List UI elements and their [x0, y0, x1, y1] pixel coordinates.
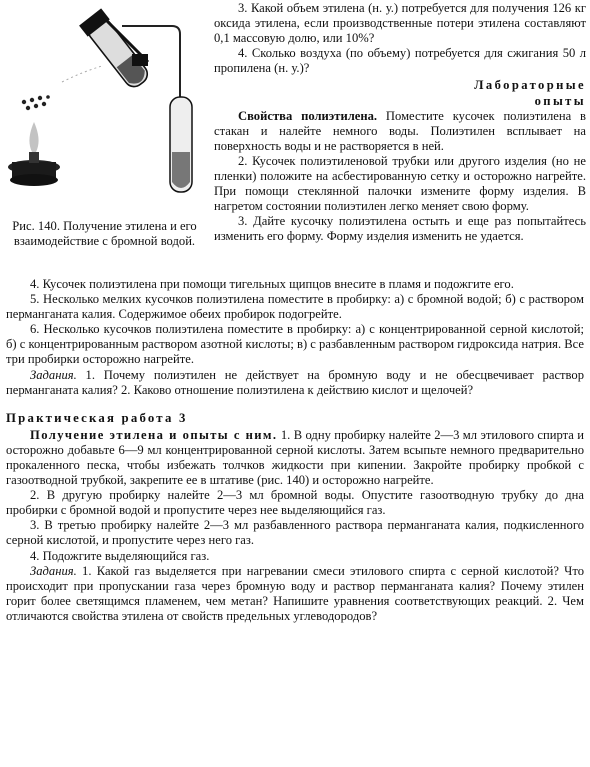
practical-step-2: 2. В другую пробирку налейте 2—3 мл бромной воды. Опустите газоотводную трубку до дна пробирки с бромной водой и пропустите через нее выделяющийся газ. — [6, 488, 584, 518]
experiment-1 — [214, 109, 586, 154]
tasks-2 — [6, 564, 584, 624]
tasks-1-text: 1. Почему полиэтилен не действует на бромную воду и не обесцвечивает раствор перманганата калия? 2. Каково отношение полиэтилена к действию кислот и щелочей? — [6, 367, 584, 397]
right-column — [214, 1, 586, 245]
lab-heading-line-1: Лабораторные — [474, 78, 586, 93]
tasks-2-label: Задания. — [30, 563, 77, 578]
practical-step-1 — [6, 428, 584, 488]
tasks-1 — [6, 368, 584, 398]
practical-step-3: 3. В третью пробирку налейте 2—3 мл разбавленного раствора перманганата калия, подкисленного серной кислотой, и пропустите через него газ. — [6, 518, 584, 548]
practical-step-4: 4. Подожгите выделяющийся газ. — [30, 548, 210, 563]
experiment-1-text: Поместите кусочек полиэтилена в стакан и налейте немного воды. Полиэтилен всплывает на поверхность воды и не растворяется в ней. — [214, 108, 587, 153]
apparatus-drawing — [2, 2, 210, 214]
experiment-3: 3. Дайте кусочку полиэтилена остыть и еще раз попытайтесь изменить его форму. Форму изделия изменить не удается. — [214, 214, 586, 244]
figure-caption: Рис. 140. Получение этилена и его взаимодействие с бромной водой. — [12, 219, 197, 248]
figure-140-illustration — [2, 2, 210, 214]
question-3: 3. Какой объем этилена (н. у.) потребуется для получения 126 кг оксида этилена, если производственные потери этилена составляют 0,1 массовую долю, или 10%? — [214, 1, 586, 46]
experiment-6: 6. Несколько кусочков полиэтилена поместите в пробирку: а) с концентрированной серной кислотой; б) с концентрированным раствором азотной кислоты; в) с разбавленным раствором гидроксида натрия. Все три пробирки осторожно нагрейте. — [6, 322, 584, 367]
experiment-1-title: Свойства полиэтилена. — [238, 108, 378, 123]
question-4: 4. Сколько воздуха (по объему) потребуется для сжигания 50 л пропилена (н. у.)? — [214, 46, 586, 76]
experiment-4: 4. Кусочек полиэтилена при помощи тигельных щипцов внесите в пламя и подожгите его. — [30, 277, 514, 291]
experiment-2: 2. Кусочек полиэтиленовой трубки или другого изделия (но не пленки) положите на асбестированную сетку и осторожно нагрейте. При помощи стеклянной палочки измените форму изделия. В нагретом состоянии полиэтилен легко меняет свою форму. — [214, 153, 586, 214]
practical-work-heading: Практическая работа 3 — [6, 410, 188, 425]
lab-heading-line-2: опыты — [534, 93, 586, 108]
practical-step-1-title: Получение этилена и опыты с ним. — [30, 427, 278, 442]
practical-step-1-text: 1. В одну пробирку налейте 2—3 мл этилового спирта и осторожно добавьте 6—9 мл концентрированной серной кислоты. Затем всыпьте немного предварительно прокаленного песка, чтобы избежать толчков жидкости при кипении. Закройте пробирку пробкой с газоотводной трубкой, закрепите ее в штативе (рис. 140) и осторожно нагрейте. — [6, 427, 584, 488]
experiment-5: 5. Несколько мелких кусочков полиэтилена поместите в пробирку: а) с бромной водой; б) с раствором перманганата калия. Содержимое обеих пробирок подогрейте. — [6, 292, 584, 322]
full-width-section — [6, 277, 584, 624]
tasks-1-label: Задания. — [30, 367, 77, 382]
tasks-2-text: 1. Какой газ выделяется при нагревании смеси этилового спирта с серной кислотой? Что происходит при пропускании газа через бромную воду и раствор перманганата калия? Почему этилен горит более светящимся пламенем, чем метан? Напишите уравнения соответствующих реакций. 2. Чем отличаются свойства этилена от свойств предельных углеводородов? — [6, 563, 584, 623]
